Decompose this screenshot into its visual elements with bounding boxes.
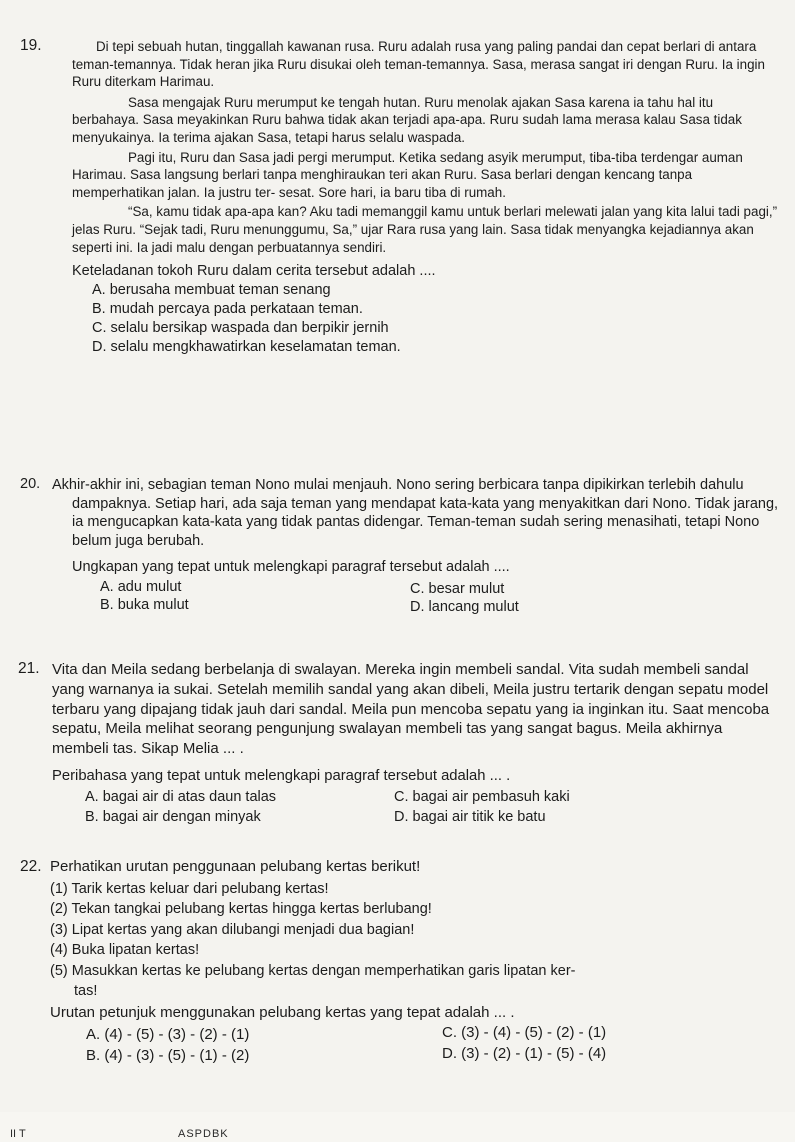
q19-paragraph-3: Pagi itu, Ruru dan Sasa jadi pergi merumput. Ketika sedang asyik merumput, tiba-tiba terdengar auman Harimau. Sasa langsung berlari tanpa menghiraukan teri akan Ruru. Sasa berlari dengan kencang tanpa memperhatikan jalan. Ia justru ter- sesat. Sore hari, ia baru tiba di rumah. — [72, 149, 743, 200]
option-d[interactable]: D. bagai air titik ke batu — [394, 808, 546, 825]
question-number: 22. — [20, 858, 42, 875]
question-number: 20. — [20, 476, 41, 492]
option-b[interactable]: B. bagai air dengan minyak — [85, 808, 261, 825]
step-4: (4) Buka lipatan kertas! — [50, 942, 200, 959]
option-c[interactable]: C. bagai air pembasuh kaki — [394, 788, 570, 805]
question-20 — [20, 476, 783, 617]
option-a[interactable]: A. berusaha membuat teman senang — [92, 281, 331, 298]
step-1: (1) Tarik kertas keluar dari pelubang kertas! — [50, 880, 329, 897]
q22-intro: Perhatikan urutan penggunaan pelubang kertas berikut! — [50, 858, 421, 875]
answer-options — [72, 577, 783, 617]
option-d[interactable]: D. selalu mengkhawatirkan keselamatan teman. — [92, 338, 401, 355]
option-a[interactable]: A. bagai air di atas daun talas — [85, 788, 277, 805]
option-c[interactable]: C. besar mulut — [410, 580, 505, 597]
option-b[interactable]: B. buka mulut — [100, 596, 189, 613]
step-5: (5) Masukkan kertas ke pelubang kertas dengan memperhatikan garis lipatan ker- — [50, 962, 576, 979]
q19-passage — [72, 38, 783, 91]
option-b[interactable]: B. mudah percaya pada perkataan teman. — [92, 300, 363, 317]
option-a[interactable]: A. (4) - (5) - (3) - (2) - (1) — [86, 1026, 250, 1044]
option-c[interactable]: C. (3) - (4) - (5) - (2) - (1) — [442, 1024, 607, 1042]
q22-steps — [50, 879, 783, 1002]
option-d[interactable]: D. lancang mulut — [410, 598, 519, 615]
question-number: 21. — [18, 660, 40, 677]
footer-mark: II T — [10, 1128, 26, 1140]
step-3: (3) Lipat kertas yang akan dilubangi menjadi dua bagian! — [50, 921, 415, 938]
question-number: 19. — [20, 37, 42, 54]
option-d[interactable]: D. (3) - (2) - (1) - (5) - (4) — [442, 1045, 607, 1063]
question-stem: Keteladanan tokoh Ruru dalam cerita tersebut adalah .... — [72, 263, 436, 280]
question-stem: Urutan petunjuk menggunakan pelubang kertas yang tepat adalah ... . — [50, 1003, 515, 1021]
q20-paragraph: Akhir-akhir ini, sebagian teman Nono mulai menjauh. Nono sering berbicara tanpa dipikirkan terlebih dahulu dampaknya. Setiap hari, ada saja teman yang mendapat kata-kata yang menyakitkan dari Nono. Tidak jarang, ia mengucapkan kata-kata yang tidak pantas didengar. Teman-teman sudah sering menasihati, tetapi Nono belum juga berubah. — [52, 477, 779, 549]
q19-paragraph-1: Di tepi sebuah hutan, tinggallah kawanan rusa. Ruru adalah rusa yang paling pandai dan cepat berlari di antara teman-temannya. Tidak heran jika Ruru disukai oleh teman-temannya. Sasa, merasa sangat iri dengan Ruru. Ia ingin Ruru diterkam Harimau. — [72, 39, 765, 90]
step-5-continuation: tas! — [74, 983, 98, 1000]
question-stem: Ungkapan yang tepat untuk melengkapi paragraf tersebut adalah .... — [72, 559, 510, 576]
footer-text: ASPDBK — [178, 1128, 229, 1140]
option-a[interactable]: A. adu mulut — [100, 578, 182, 595]
answer-options — [50, 1022, 783, 1066]
option-c[interactable]: C. selalu bersikap waspada dan berpikir jernih — [92, 319, 389, 336]
q21-paragraph: Vita dan Meila sedang berbelanja di swalayan. Mereka ingin membeli sandal. Vita sudah membeli sandal yang warnanya ia sukai. Setelah memilih sandal yang akan dibeli, Meila justru tertarik dengan sepatu model terbaru yang dipajang tidak jauh dari sandal. Meila pun mencoba sepatu yang ia inginkan itu. Saat mencoba sepatu, Meila melihat seorang pengunjung swalayan membeli tas yang sangat bagus. Meila akhirnya membeli tas. Sikap Melia ... . — [52, 661, 770, 758]
q19-paragraph-4: “Sa, kamu tidak apa-apa kan? Aku tadi memanggil kamu untuk berlari melewati jalan yang kita lalui tadi pagi,” jelas Ruru. “Sejak tadi, Ruru menunggumu, Sa,” ujar Rara rusa yang lain. Sasa tidak menyangka kejadiannya akan seperti ini. Ia jadi malu dengan perbuatannya sendiri. — [72, 204, 778, 255]
answer-options — [92, 281, 783, 357]
option-b[interactable]: B. (4) - (3) - (5) - (1) - (2) — [86, 1047, 250, 1065]
question-19 — [20, 38, 783, 357]
answer-options — [52, 786, 783, 826]
question-stem: Peribahasa yang tepat untuk melengkapi paragraf tersebut adalah ... . — [52, 767, 511, 784]
q19-paragraph-2: Sasa mengajak Ruru merumput ke tengah hutan. Ruru menolak ajakan Sasa karena ia tahu hal itu berbahaya. Sasa meyakinkan Ruru bahwa tidak akan terjadi apa-apa. Ruru sudah lama merasa kalau Sasa tidak menyukainya. Ia terima ajakan Sasa, tetapi harus selalu waspada. — [72, 94, 742, 145]
question-21 — [20, 660, 783, 826]
question-22 — [20, 858, 783, 1066]
step-2: (2) Tekan tangkai pelubang kertas hingga kertas berlubang! — [50, 901, 432, 918]
page-footer — [0, 1112, 795, 1142]
